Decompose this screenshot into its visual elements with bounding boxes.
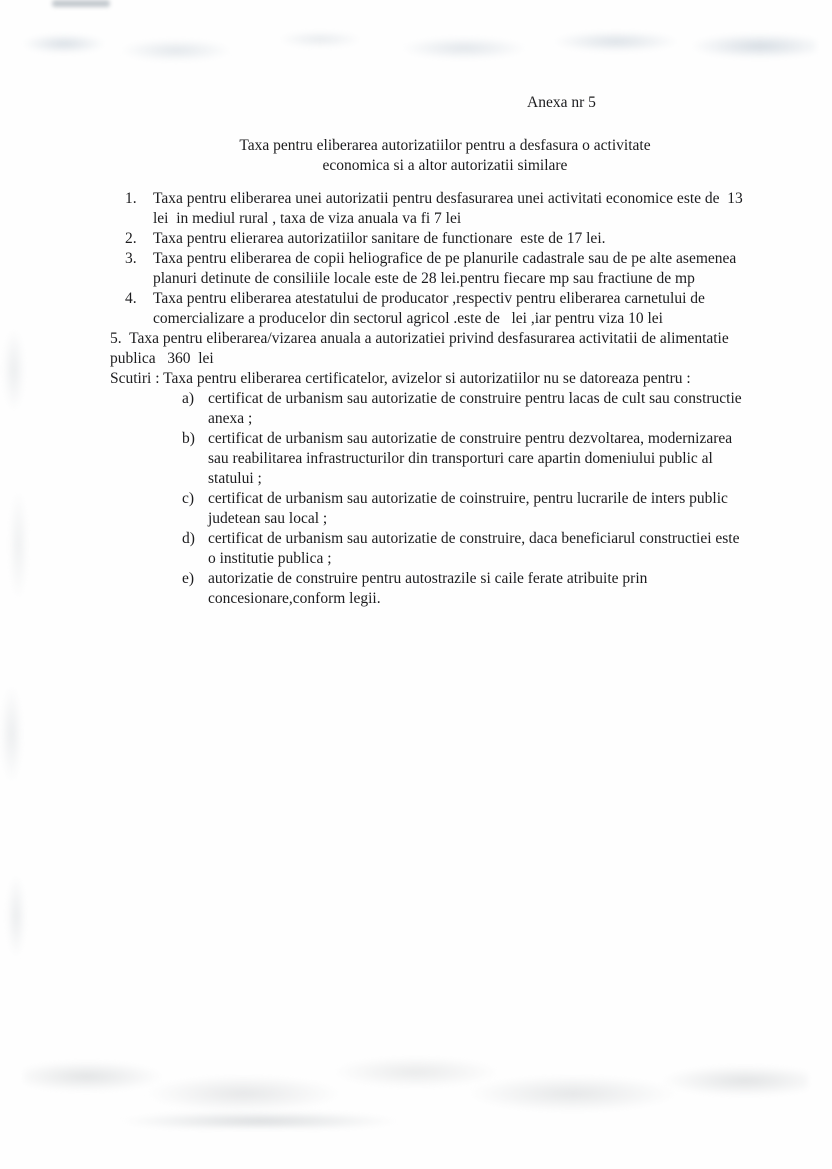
item-text: Taxa pentru eliberarea de copii heliografice de pe planurile cadastrale sau de pe alte asemenea planuri detinute de consiliile locale este de 28 lei.pentru fiecare mp sau fractiune de mp (153, 250, 741, 287)
lettered-item-e (110, 569, 748, 609)
item-text: Taxa pentru elierarea autorizatiilor sanitare de functionare este de 17 lei. (153, 230, 606, 247)
annex-label: Anexa nr 5 (527, 94, 596, 111)
item-letter: e) (182, 570, 195, 587)
item-text: certificat de urbanism sau autorizatie de construire pentru lacas de cult sau constructie anexa ; (208, 390, 746, 427)
item-text: certificat de urbanism sau autorizatie de construire, daca beneficiarul constructiei este o institutie publica ; (208, 530, 744, 567)
item-number: 3. (125, 250, 137, 267)
numbered-item-3 (110, 249, 748, 289)
numbered-item-2 (110, 229, 748, 249)
numbered-item-4 (110, 289, 748, 329)
item-number: 2. (125, 230, 137, 247)
item-letter: b) (182, 430, 195, 447)
scan-noise-left-edge (0, 300, 46, 1000)
title-line-2: economica si a altor autorizatii similare (322, 157, 568, 174)
lettered-item-c (110, 489, 748, 529)
lettered-item-d (110, 529, 748, 569)
document-title (110, 136, 780, 176)
item-text: certificat de urbanism sau autorizatie de coinstruire, pentru lucrarile de inters public judetean sau local ; (208, 490, 732, 527)
lettered-item-a (110, 389, 748, 429)
lettered-item-b (110, 429, 748, 489)
item-letter: a) (182, 390, 195, 407)
item-number: 4. (125, 290, 137, 307)
numbered-item-1 (110, 189, 748, 229)
item-letter: c) (182, 490, 195, 507)
title-line-1: Taxa pentru eliberarea autorizatiilor pentru a desfasura o activitate (239, 137, 651, 154)
item-text: certificat de urbanism sau autorizatie de construire pentru dezvoltarea, modernizarea sau reabilitarea infrastructurilor din transporturi care apartin domeniului public al statului ; (208, 430, 737, 487)
item-letter: d) (182, 530, 195, 547)
item-text: Taxa pentru eliberarea atestatului de producator ,respectiv pentru eliberarea carnetului de comercializare a producelor din sectorul agricol .este de lei ,iar pentru viza 10 lei (153, 290, 709, 327)
document-body (110, 189, 748, 609)
item-text: autorizatie de construire pentru autostrazile si caile ferate atribuite prin concesionare,conform legii. (208, 570, 652, 607)
scan-artifact-top-left (52, 0, 110, 7)
numbered-item-5: 5. Taxa pentru eliberarea/vizarea anuala a autorizatiei privind desfasurarea activitatii de alimentatie publica 360 lei (110, 330, 733, 367)
scan-noise-bottom-band (24, 1042, 808, 1128)
item-number: 1. (125, 190, 137, 207)
exemptions-intro: Scutiri : Taxa pentru eliberarea certificatelor, avizelor si autorizatiilor nu se datoreaza pentru : (110, 370, 691, 387)
scan-noise-top-band (16, 24, 816, 68)
item-text: Taxa pentru eliberarea unei autorizatii pentru desfasurarea unei activitati economice este de 13 lei in mediul rural , taxa de viza anuala va fi 7 lei (153, 190, 747, 227)
